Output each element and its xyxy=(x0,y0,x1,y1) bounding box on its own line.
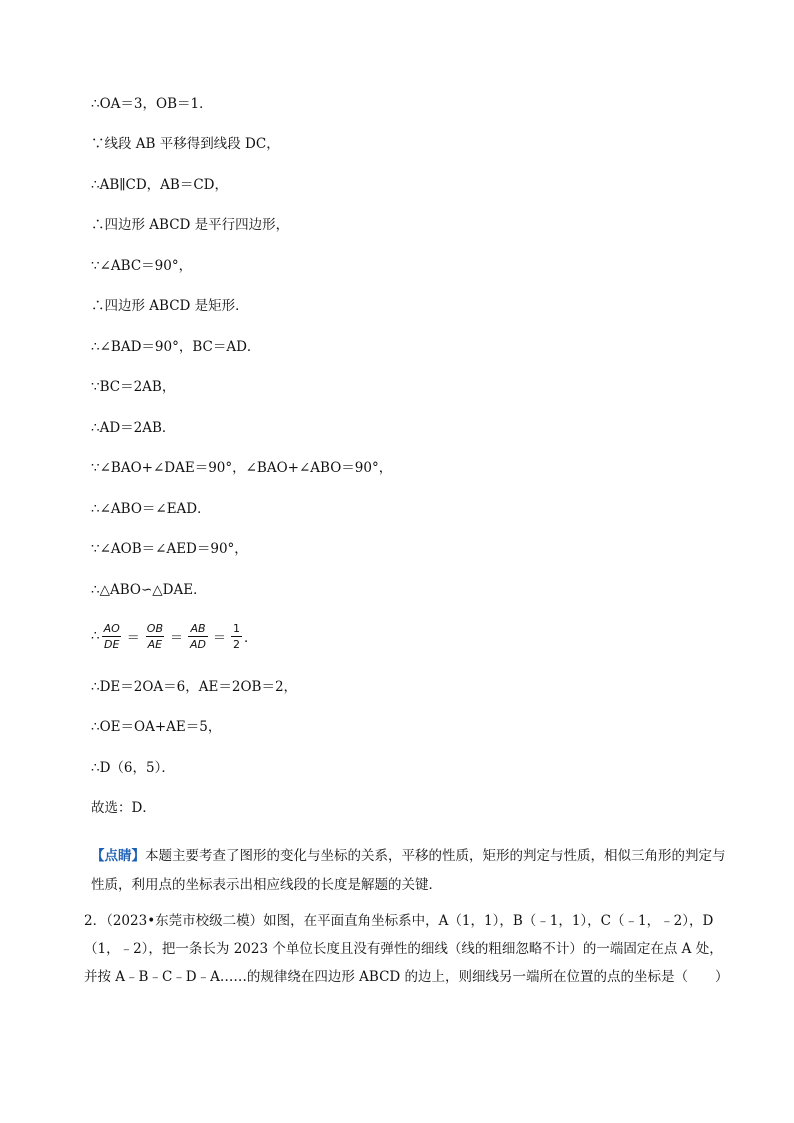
key-point-text: 本题主要考查了图形的变化与坐标的关系，平移的性质，矩形的判定与性质，相似三角形的判定与性质，利用点的坐标表示出相应线段的长度是解题的关键． xyxy=(91,848,726,893)
equals-sign: ＝ xyxy=(126,630,140,646)
fraction xyxy=(102,622,122,651)
solution-line: ∵∠BAO+∠DAE＝90°，∠BAO+∠ABO＝90°， xyxy=(91,460,393,476)
fraction-numerator: OB xyxy=(146,621,164,635)
therefore-symbol: ∴ xyxy=(91,628,100,644)
fraction-numerator: 1 xyxy=(233,621,241,635)
solution-line: ∴∠BAD＝90°，BC＝AD． xyxy=(91,339,261,355)
fraction xyxy=(145,622,165,651)
solution-line: ∴DE＝2OA＝6，AE＝2OB＝2， xyxy=(91,679,298,695)
fraction-denominator: AE xyxy=(147,637,163,651)
solution-line: ∴△ABO∽△DAE． xyxy=(91,582,207,598)
solution-line: ∵BC＝2AB， xyxy=(91,379,176,395)
question-2: 2．（2023•东莞市校级二模）如图，在平面直角坐标系中，A（1，1），B（﹣1，1），C（﹣1，﹣2），D（1，﹣2），把一条长为 2023 个单位长度且没有弹性的细线（线的粗细忽略不计）的一端固定在点 A 处，并按 A﹣B﹣C﹣D﹣A……的规律绕在四边形 ABCD 的边上，则细线另一端所在位置的点的坐标是（ ） xyxy=(84,913,729,985)
equals-sign: ＝ xyxy=(213,630,227,646)
solution-line: ∴D（6，5）． xyxy=(91,760,175,776)
solution-line: ∵线段 AB 平移得到线段 DC， xyxy=(91,136,280,152)
solution-line: ∵∠ABC＝90°， xyxy=(91,258,193,274)
fraction-numerator: AO xyxy=(103,621,120,635)
solution-line: ∴AD＝2AB． xyxy=(91,420,176,436)
fraction xyxy=(231,622,242,651)
key-point-tag: 【点睛】 xyxy=(91,848,145,864)
solution-line: ∴OA＝3，OB＝1． xyxy=(91,96,213,112)
fraction-denominator: 2 xyxy=(233,637,241,651)
fraction xyxy=(188,622,208,651)
fraction-denominator: DE xyxy=(103,637,120,651)
ratio-equation xyxy=(91,616,258,656)
fraction-denominator: AD xyxy=(190,637,207,651)
period: ． xyxy=(244,630,258,646)
fraction-numerator: AB xyxy=(190,621,206,635)
solution-line: ∴OE＝OA+AE＝5， xyxy=(91,719,222,735)
equals-sign: ＝ xyxy=(170,630,184,646)
solution-line: ∴AB∥CD，AB＝CD， xyxy=(91,177,228,193)
solution-line: ∴∠ABO＝∠EAD． xyxy=(91,501,211,517)
key-point-note xyxy=(91,842,731,900)
solution-line: ∵∠AOB＝∠AED＝90°， xyxy=(91,541,248,557)
answer-line: 故选：D． xyxy=(91,800,156,816)
solution-line: ∴四边形 ABCD 是平行四边形， xyxy=(91,217,290,233)
solution-line: ∴四边形 ABCD 是矩形． xyxy=(91,298,249,314)
